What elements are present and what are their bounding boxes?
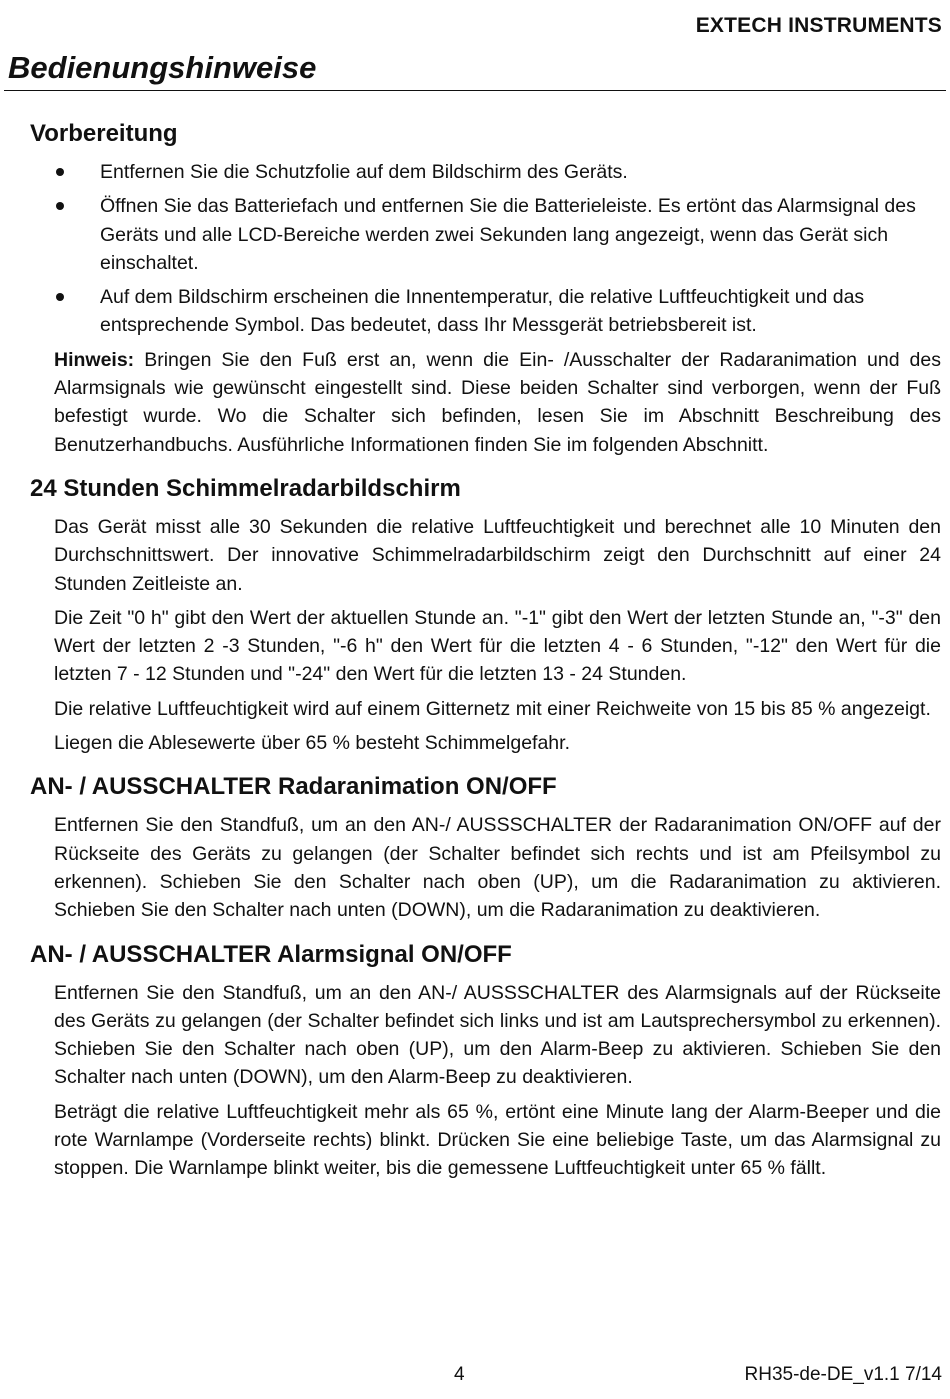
bullet-icon <box>56 202 64 210</box>
section-heading: AN- / AUSSCHALTER Radaranimation ON/OFF <box>30 773 557 801</box>
bullet-icon <box>56 168 64 176</box>
paragraph: Liegen die Ablesewerte über 65 % besteht Schimmelgefahr. <box>54 732 570 755</box>
list-item-text: Entfernen Sie die Schutzfolie auf dem Bildschirm des Geräts. <box>100 161 628 183</box>
paragraph: Beträgt die relative Luftfeuchtigkeit mehr als 65 %, ertönt eine Minute lang der Alarm-Beeper und die rote Warnlampe (Vorderseite rechts) blinkt. Drücken Sie eine beliebige Taste, um das Alarmsignal zu stoppen. Die Warnlampe blinkt weiter, bis die gemessene Luftfeuchtigkeit unter 65 % fällt. <box>54 1100 941 1180</box>
list-item <box>30 192 941 277</box>
list-item-text: Öffnen Sie das Batteriefach und entfernen Sie die Batterieleiste. Es ertönt das Alarmsignal des Geräts und alle LCD-Bereiche werden zwei Sekunden lang angezeigt, wenn das Gerät sich einschaltet. <box>100 195 916 274</box>
list-item-text: Auf dem Bildschirm erscheinen die Innentemperatur, die relative Luftfeuchtigkeit und das entsprechende Symbol. Das bedeutet, dass Ihr Messgerät betriebsbereit ist. <box>100 286 865 337</box>
note-label: Hinweis: <box>54 348 135 371</box>
paragraph: Die Zeit "0 h" gibt den Wert der aktuellen Stunde an. "-1" gibt den Wert der letzten Stunde an, "-3" den Wert der letzten 2 -3 Stunden, "-6 h" den Wert für die letzten 4 - 6 Stunden, "-12" den Wert für die letzten 7 - 12 Stunden und "-24" den Wert für die letzten 13 - 24 Stunden. <box>54 606 941 686</box>
list-item <box>30 283 941 340</box>
bullet-list <box>30 158 941 340</box>
paragraph: Die relative Luftfeuchtigkeit wird auf einem Gitternetz mit einer Reichweite von 15 bis 85 % angezeigt. <box>54 697 931 720</box>
note-text: Bringen Sie den Fuß erst an, wenn die Ein- /Ausschalter der Radaranimation und des Alarmsignals wie gewünscht eingestellt sind. Diese beiden Schalter sind verborgen, wenn der Fuß befestigt wurde. Wo die Schalter sich befinden, lesen Sie im Abschnitt Beschreibung des Benutzerhandbuchs. Ausführliche Informationen finden Sie im folgenden Abschnitt. <box>54 348 941 456</box>
note-paragraph <box>54 346 941 459</box>
section-radar <box>30 473 941 757</box>
section-heading: 24 Stunden Schimmelradarbildschirm <box>30 474 461 502</box>
main-content <box>30 118 941 1197</box>
paragraph: Entfernen Sie den Standfuß, um an den AN-/ AUSSSCHALTER der Radaranimation ON/OFF auf der Rückseite des Geräts zu gelangen (der Schalter befindet sich rechts und ist am Pfeilsymbol zu erkennen). Schieben Sie den Schalter nach oben (UP), um die Radaranimation zu aktivieren. Schieben Sie den Schalter nach unten (DOWN), um die Radaranimation zu deaktivieren. <box>54 814 941 922</box>
list-item <box>30 158 941 186</box>
paragraph: Das Gerät misst alle 30 Sekunden die relative Luftfeuchtigkeit und berechnet alle 10 Minuten den Durchschnittswert. Der innovative Schimmelradarbildschirm zeigt den Durchschnitt auf einer 24 Stunden Zeitleiste an. <box>54 515 941 595</box>
section-heading: AN- / AUSSCHALTER Alarmsignal ON/OFF <box>30 940 512 968</box>
section-radar-switch <box>30 771 941 924</box>
section-heading: Vorbereitung <box>30 120 178 147</box>
section-alarm-switch <box>30 939 941 1183</box>
header-divider <box>4 90 946 91</box>
document-code: RH35-de-DE_v1.1 7/14 <box>744 1364 942 1385</box>
page-number: 4 <box>454 1364 465 1385</box>
bullet-icon <box>56 293 64 301</box>
brand-name: EXTECH INSTRUMENTS <box>695 14 942 37</box>
section-vorbereitung <box>30 118 941 459</box>
page-title: Bedienungshinweise <box>8 50 317 85</box>
paragraph: Entfernen Sie den Standfuß, um an den AN-/ AUSSSCHALTER des Alarmsignals auf der Rückseite des Geräts zu gelangen (der Schalter befindet sich links und ist am Lautsprechersymbol zu erkennen). Schieben Sie den Schalter nach oben (UP), um den Alarm-Beep zu aktivieren. Schieben Sie den Schalter nach unten (DOWN), um den Alarm-Beep zu deaktivieren. <box>54 981 941 1089</box>
